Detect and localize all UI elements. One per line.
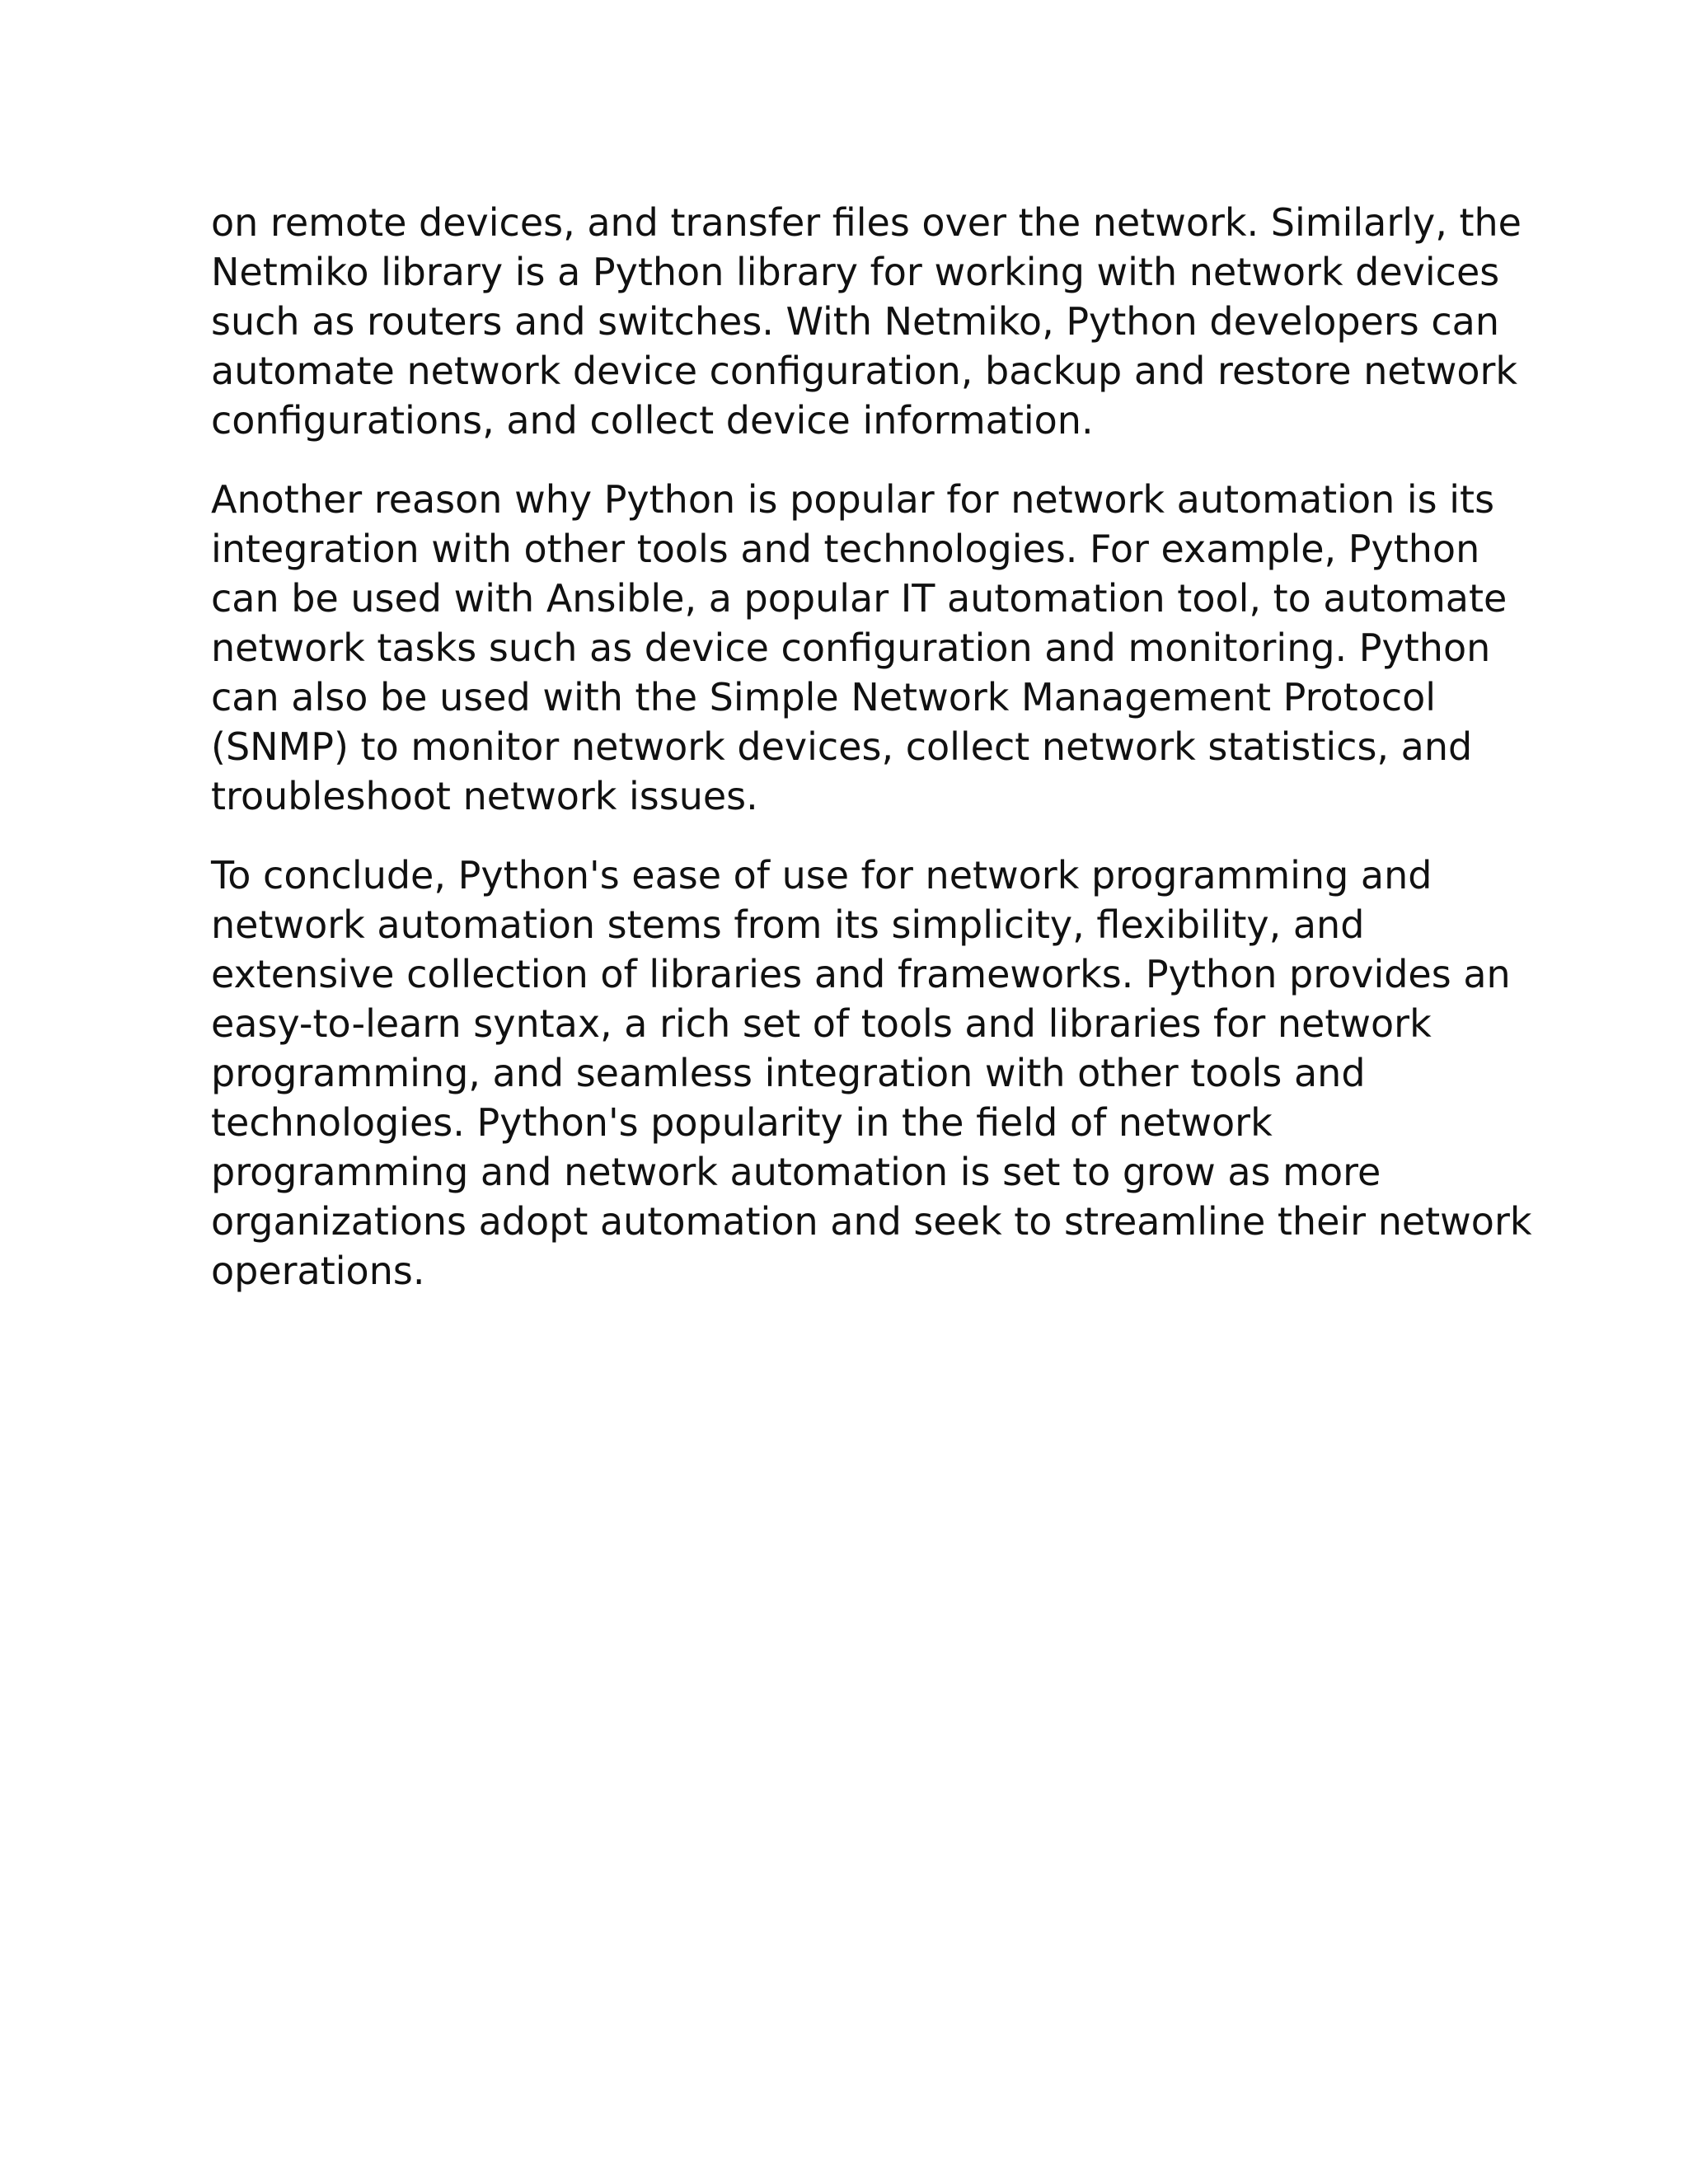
paragraph-line: To conclude, Python's ease of use for network programming and [211,853,1432,898]
paragraph-line: troubleshoot network issues. [211,774,758,818]
paragraph-line: network automation stems from its simplicity, flexibility, and [211,902,1365,947]
paragraph-line: (SNMP) to monitor network devices, collect network statistics, and [211,724,1473,769]
paragraph-line: organizations adopt automation and seek to streamline their network [211,1199,1532,1244]
paragraph-line: configurations, and collect device information. [211,398,1094,443]
paragraph-line: operations. [211,1249,425,1293]
paragraph-line: Another reason why Python is popular for network automation is its [211,477,1495,522]
paragraph-line: Netmiko library is a Python library for working with network devices [211,250,1500,294]
paragraph-line: extensive collection of libraries and frameworks. Python provides an [211,952,1511,996]
paragraph-line: programming and network automation is set to grow as more [211,1150,1381,1194]
paragraph-line: programming, and seamless integration with other tools and [211,1051,1366,1095]
paragraph-1 [211,198,1522,445]
paragraph-line: integration with other tools and technologies. For example, Python [211,527,1480,571]
paragraph-2 [211,475,1507,821]
paragraph-line: easy-to-learn syntax, a rich set of tools and libraries for network [211,1001,1432,1046]
document-body [211,198,1532,1325]
paragraph-line: can also be used with the Simple Network Management Protocol [211,675,1437,719]
paragraph-line: such as routers and switches. With Netmiko, Python developers can [211,299,1499,344]
paragraph-line: technologies. Python's popularity in the field of network [211,1100,1273,1145]
paragraph-line: network tasks such as device configuration and monitoring. Python [211,626,1491,670]
paragraph-3 [211,851,1532,1296]
paragraph-line: on remote devices, and transfer files over the network. Similarly, the [211,200,1522,245]
paragraph-line: can be used with Ansible, a popular IT automation tool, to automate [211,576,1507,621]
paragraph-line: automate network device configuration, backup and restore network [211,349,1518,393]
